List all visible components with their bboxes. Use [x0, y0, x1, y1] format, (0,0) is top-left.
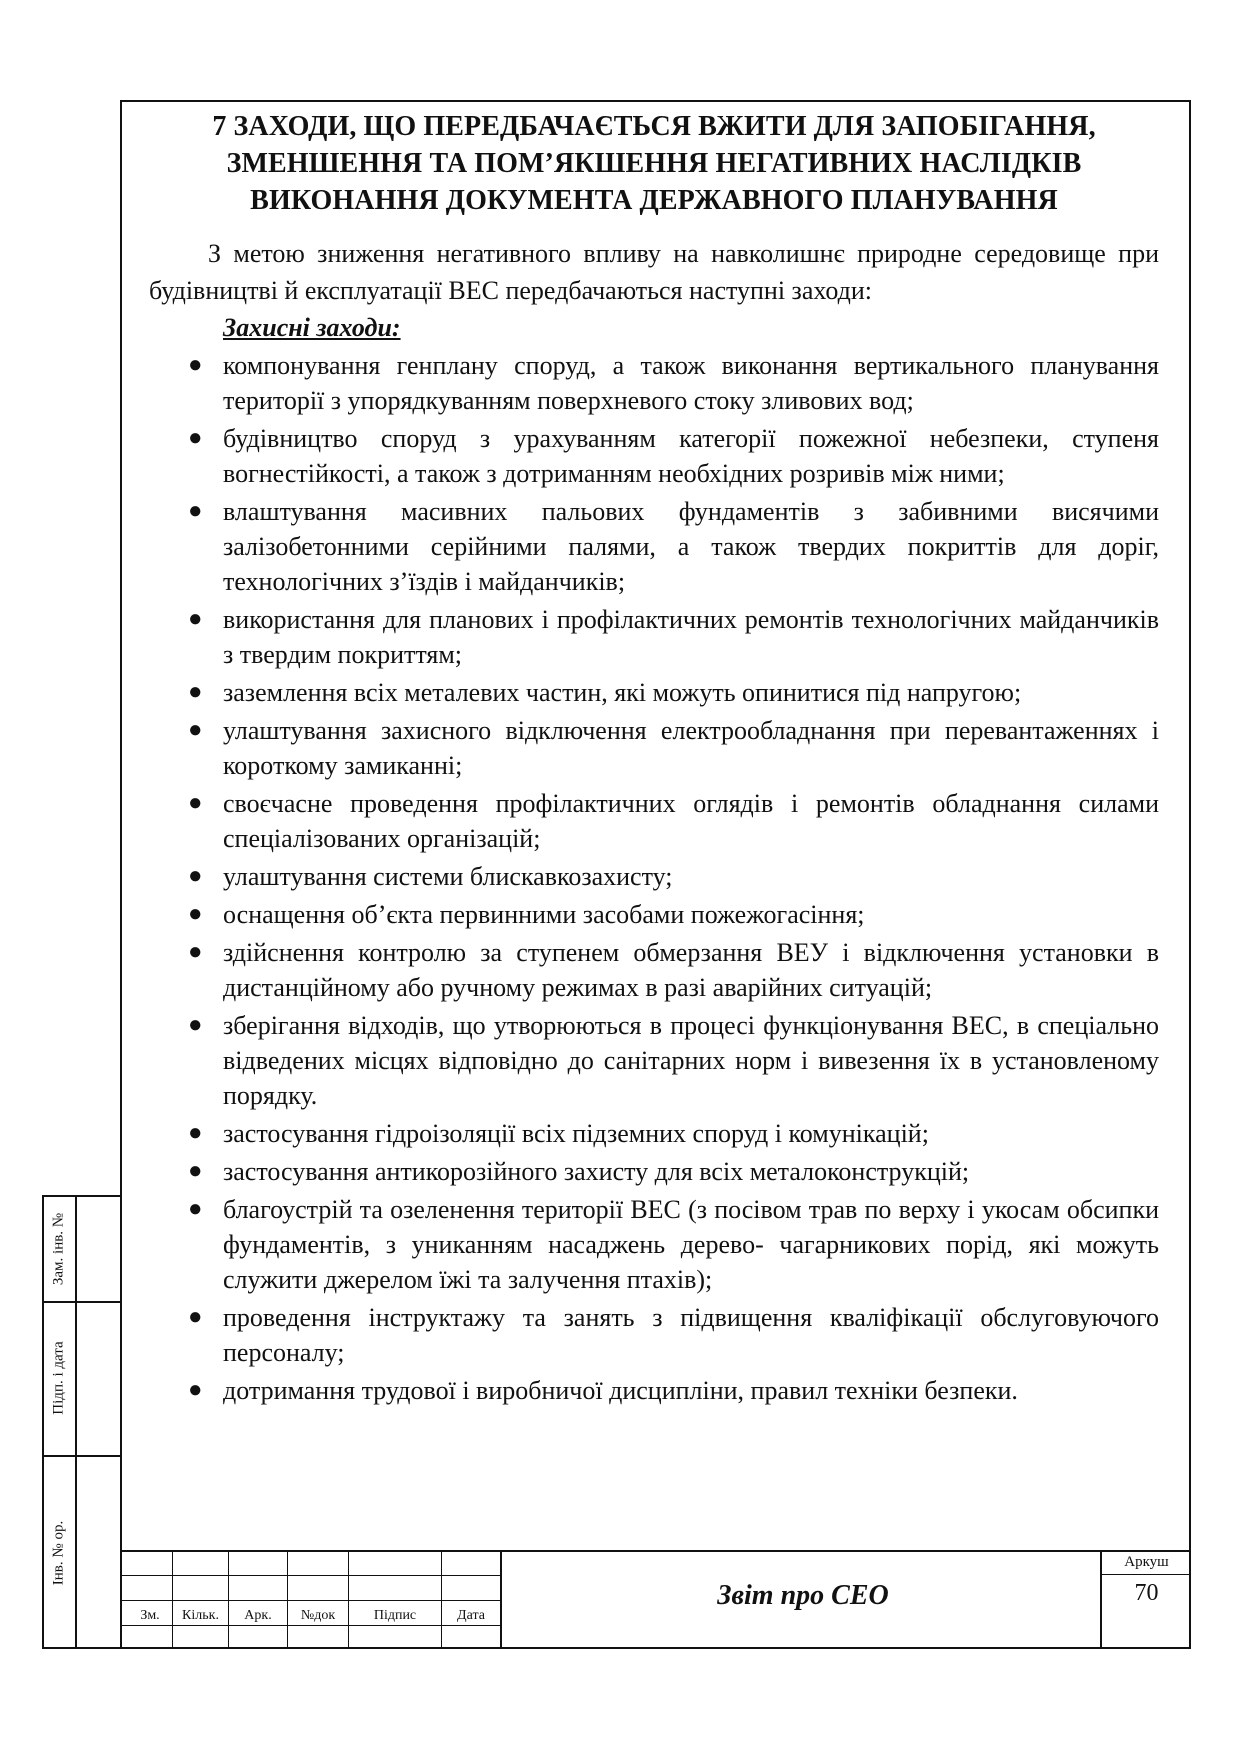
measure-item [149, 786, 1159, 856]
measure-text: оснащення об’єкта первинними засобами пожежогасіння; [223, 900, 865, 929]
measure-item [149, 859, 1159, 894]
measure-text: благоустрій та озеленення території ВЕС (з посівом трав по верху і укосам обсипки фундаментів, з униканням насаджень дерево- чагарникових порід, які можуть служити джерелом їжі та залучення птахів); [223, 1195, 1159, 1294]
measure-item [149, 602, 1159, 672]
bullet-icon: ● [188, 352, 203, 378]
measure-text: компонування генплану споруд, а також виконання вертикального планування території з упорядкуванням поверхневого стоку зливових вод; [223, 351, 1159, 415]
bullet-icon: ● [188, 717, 203, 743]
measure-item [149, 675, 1159, 710]
bullet-icon: ● [188, 1158, 203, 1184]
report-title: Звіт про СЕО [717, 1580, 889, 1611]
bullet-icon: ● [188, 498, 203, 524]
measure-text: улаштування системи блискавкозахисту; [223, 862, 673, 891]
bullet-icon: ● [188, 1377, 203, 1403]
measures-list [149, 348, 1159, 1408]
bullet-icon: ● [188, 679, 203, 705]
measure-text: застосування гідроізоляції всіх підземних споруд і комунікацій; [223, 1119, 929, 1148]
sheet-label: Аркуш [1102, 1550, 1191, 1575]
bullet-icon: ● [188, 606, 203, 632]
measure-text: використання для планових і профілактичних ремонтів технологічних майданчиків з твердим покриттям; [223, 605, 1159, 669]
measure-item [149, 348, 1159, 418]
measure-text: заземлення всіх металевих частин, які можуть опинитися під напругою; [223, 678, 1022, 707]
measure-item [149, 494, 1159, 599]
bullet-icon: ● [188, 790, 203, 816]
col-label-change: Зм. [140, 1608, 160, 1623]
bullet-icon: ● [188, 901, 203, 927]
col-label-quantity: Кільк. [182, 1608, 219, 1623]
col-label-sheet: Арк. [244, 1608, 272, 1623]
bullet-icon: ● [188, 863, 203, 889]
bullet-icon: ● [188, 1196, 203, 1222]
measure-item [149, 1373, 1159, 1408]
bullet-icon: ● [188, 939, 203, 965]
measure-item [149, 1116, 1159, 1151]
bullet-icon: ● [188, 425, 203, 451]
measure-text: влаштування масивних пальових фундаментів з забивними висячими залізобетонними серійними палями, а також твердих покриттів для доріг, технологічних з’їздів і майданчиків; [223, 497, 1159, 596]
section-title: 7 ЗАХОДИ, ЩО ПЕРЕДБАЧАЄТЬСЯ ВЖИТИ ДЛЯ ЗАПОБІГАННЯ, ЗМЕНШЕННЯ ТА ПОМ’ЯКШЕННЯ НЕГАТИВНИХ НАСЛІДКІВ ВИКОНАННЯ ДОКУМЕНТА ДЕРЖАВНОГО ПЛАНУВАННЯ [212, 111, 1096, 216]
measure-text: улаштування захисного відключення електрообладнання при перевантаженнях і короткому замиканні; [223, 716, 1159, 780]
measure-item [149, 897, 1159, 932]
measure-item [149, 1008, 1159, 1113]
col-label-doc-number: №док [300, 1608, 336, 1623]
measure-item [149, 935, 1159, 1005]
measure-text: застосування антикорозійного захисту для всіх металоконструкцій; [223, 1157, 970, 1186]
measure-item [149, 713, 1159, 783]
measure-text: дотримання трудової і виробничої дисципліни, правил техніки безпеки. [223, 1376, 1018, 1405]
col-label-date: Дата [457, 1608, 485, 1623]
measure-item [149, 1154, 1159, 1189]
intro-paragraph: З метою зниження негативного впливу на навколишнє природне середовище при будівництві й експлуатації ВЕС передбачаються наступні заходи: [149, 239, 1159, 305]
bullet-icon: ● [188, 1304, 203, 1330]
sheet-number: 70 [1134, 1580, 1159, 1606]
measure-text: будівництво споруд з урахуванням категорії пожежної небезпеки, ступеня вогнестійкості, а також з дотриманням необхідних розривів між ними; [223, 424, 1159, 488]
measure-text: здійснення контролю за ступенем обмерзання ВЕУ і відключення установки в дистанційному або ручному режимах в разі аварійних ситуацій; [223, 938, 1159, 1002]
side-stamp: Зам. інв. № Підп. і дата Інв. № ор. [42, 1195, 120, 1649]
protective-measures-heading: Захисні заходи: [223, 313, 401, 342]
bullet-icon: ● [188, 1012, 203, 1038]
measure-item [149, 421, 1159, 491]
sheet-box [1100, 1550, 1191, 1649]
measure-text: проведення інструктажу та занять з підвищення кваліфікації обслуговуючого персоналу; [223, 1303, 1159, 1367]
bullet-icon: ● [188, 1120, 203, 1146]
measure-text: зберігання відходів, що утворюються в процесі функціонування ВЕС, в спеціально відведених місцях відповідно до санітарних норм і вивезення їх в установленому порядку. [223, 1011, 1159, 1110]
col-label-signature: Підпис [373, 1608, 417, 1623]
measure-item [149, 1192, 1159, 1297]
measure-item [149, 1300, 1159, 1370]
document-body [149, 108, 1159, 1411]
measure-text: своєчасне проведення профілактичних оглядів і ремонтів обладнання силами спеціалізованих організацій; [223, 789, 1159, 853]
